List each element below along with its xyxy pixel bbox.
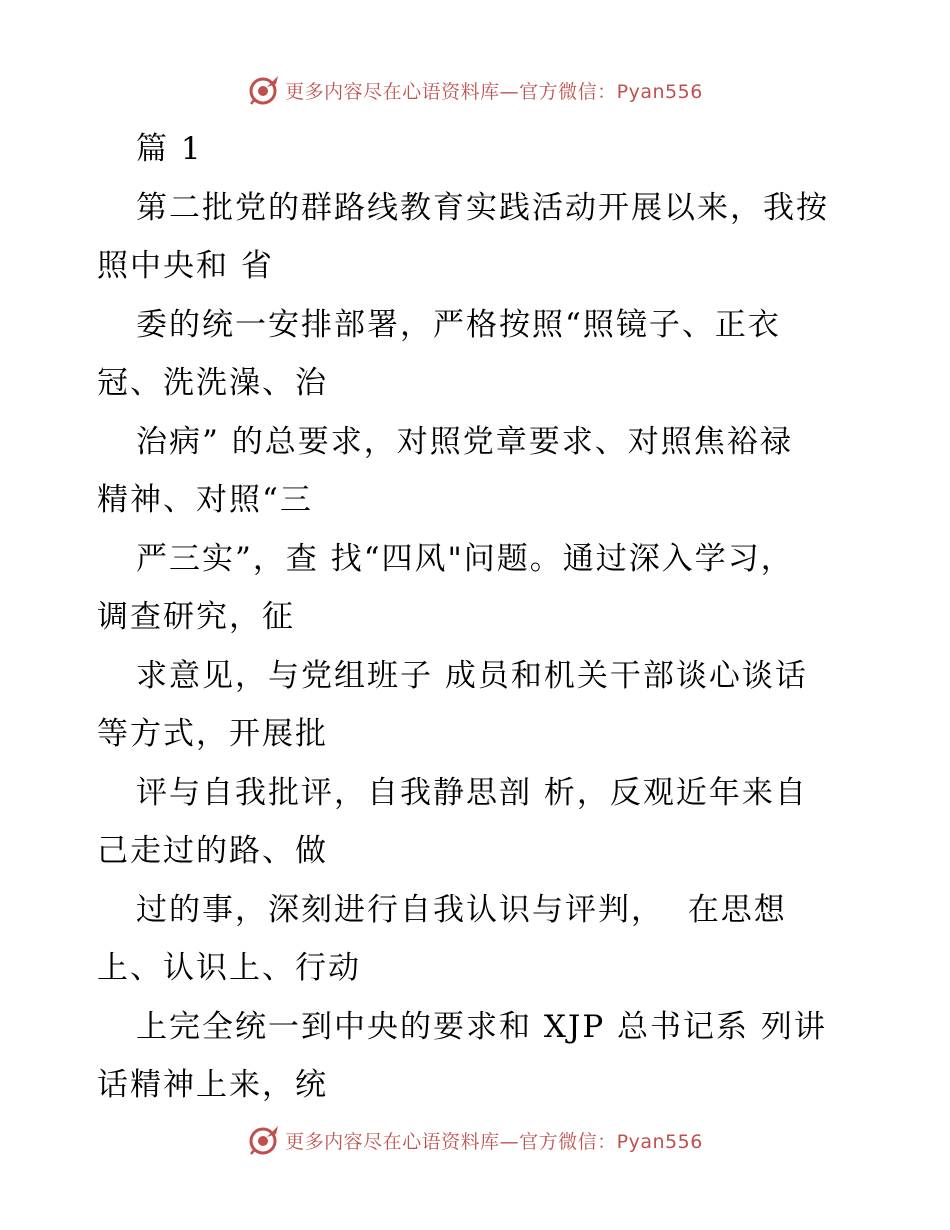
document-line: 上完全统一到中央的要求和 XJP 总书记系 列讲 xyxy=(136,1008,827,1045)
header-watermark-banner xyxy=(0,70,950,110)
document-line: 冠、洗洗澡、治 xyxy=(97,365,328,401)
document-line: 第二批党的群路线教育实践活动开展以来，我按 xyxy=(136,189,829,226)
document-line: 话精神上来，统 xyxy=(97,1067,328,1103)
footer-watermark-banner xyxy=(0,1120,950,1160)
document-line: 等方式，开展批 xyxy=(97,716,328,752)
document-line: 过的事，深刻进行自我认识与评判， 在思想 xyxy=(136,891,787,928)
document-line: 己走过的路、做 xyxy=(97,833,328,869)
quill-logo-icon xyxy=(247,1123,281,1157)
quill-logo-icon xyxy=(247,73,281,107)
document-line: 求意见，与党组班子 成员和机关干部谈心谈话 xyxy=(136,657,808,694)
document-line: 治病” 的总要求，对照党章要求、对照焦裕禄 xyxy=(136,423,793,460)
document-line: 评与自我批评，自我静思剖 析，反观近年来自 xyxy=(136,774,808,811)
document-line: 上、认识上、行动 xyxy=(97,950,361,986)
document-line: 照中央和 省 xyxy=(97,248,274,284)
document-line: 委的统一安排部署，严格按照“照镜子、正衣 xyxy=(136,306,781,343)
watermark-text: 更多内容尽在心语资料库—官方微信：Pyan556 xyxy=(285,1130,703,1153)
document-body xyxy=(97,120,867,1115)
document-line: 精神、对照“三 xyxy=(97,482,313,518)
document-line: 严三实”，查 找“四风"问题。通过深入学习， xyxy=(136,540,794,577)
document-line: 篇 1 xyxy=(136,131,203,167)
watermark-text: 更多内容尽在心语资料库—官方微信：Pyan556 xyxy=(285,80,703,103)
document-line: 调查研究，征 xyxy=(97,599,295,635)
